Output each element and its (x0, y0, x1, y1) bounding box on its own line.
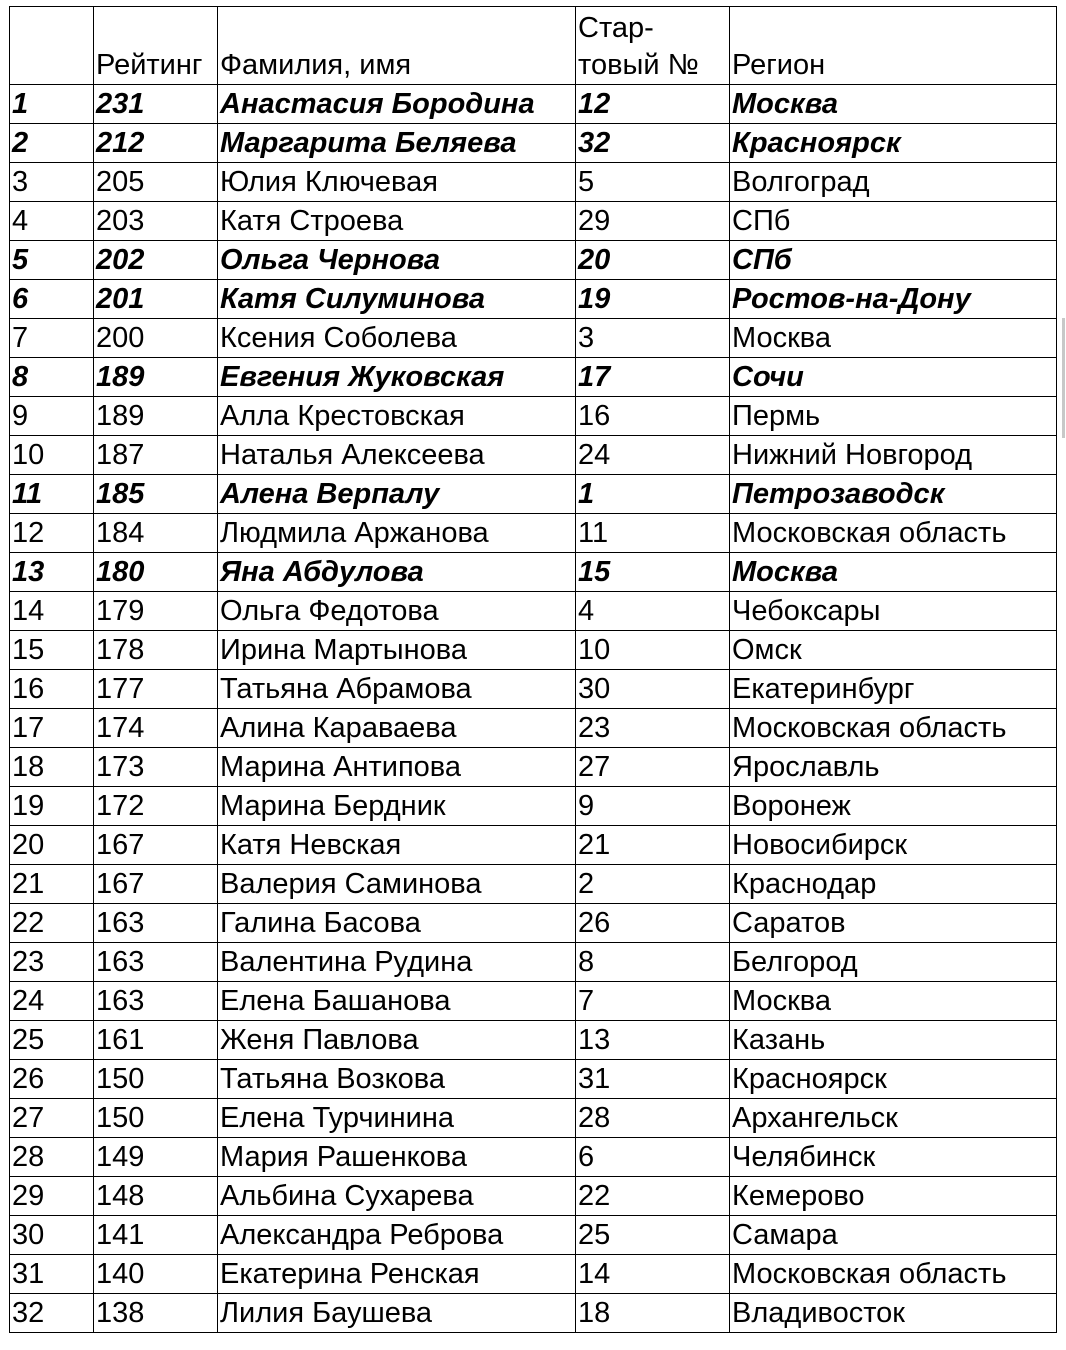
place-cell: 29 (10, 1177, 94, 1216)
start-number-cell: 21 (576, 826, 730, 865)
rating-cell: 205 (94, 163, 218, 202)
start-number-cell: 14 (576, 1255, 730, 1294)
edge-mark (1062, 318, 1065, 438)
region-cell: Казань (730, 1021, 1057, 1060)
region-cell: Чебоксары (730, 592, 1057, 631)
start-number-cell: 19 (576, 280, 730, 319)
start-number-cell: 23 (576, 709, 730, 748)
name-cell: Женя Павлова (218, 1021, 576, 1060)
rating-cell: 163 (94, 982, 218, 1021)
place-cell: 13 (10, 553, 94, 592)
rating-cell: 138 (94, 1294, 218, 1333)
start-number-cell: 18 (576, 1294, 730, 1333)
table-row (10, 1138, 1057, 1177)
place-cell: 6 (10, 280, 94, 319)
name-cell: Анастасия Бородина (218, 85, 576, 124)
rating-cell: 200 (94, 319, 218, 358)
place-cell: 12 (10, 514, 94, 553)
rating-cell: 179 (94, 592, 218, 631)
region-cell: Омск (730, 631, 1057, 670)
header-rating: Рейтинг (94, 7, 218, 85)
place-cell: 2 (10, 124, 94, 163)
start-number-cell: 20 (576, 241, 730, 280)
rating-cell: 141 (94, 1216, 218, 1255)
table-row (10, 1216, 1057, 1255)
name-cell: Лилия Баушева (218, 1294, 576, 1333)
name-cell: Татьяна Возкова (218, 1060, 576, 1099)
place-cell: 16 (10, 670, 94, 709)
name-cell: Ольга Федотова (218, 592, 576, 631)
region-cell: Нижний Новгород (730, 436, 1057, 475)
rating-cell: 150 (94, 1060, 218, 1099)
table-row (10, 124, 1057, 163)
name-cell: Марина Бердник (218, 787, 576, 826)
table-row (10, 904, 1057, 943)
name-cell: Алина Караваева (218, 709, 576, 748)
place-cell: 8 (10, 358, 94, 397)
rating-cell: 180 (94, 553, 218, 592)
region-cell: Саратов (730, 904, 1057, 943)
start-number-cell: 24 (576, 436, 730, 475)
place-cell: 24 (10, 982, 94, 1021)
table-row (10, 1294, 1057, 1333)
table-row (10, 1060, 1057, 1099)
table-row (10, 592, 1057, 631)
rating-cell: 203 (94, 202, 218, 241)
table-row (10, 1021, 1057, 1060)
rating-cell: 231 (94, 85, 218, 124)
table-body (10, 85, 1057, 1333)
start-number-cell: 15 (576, 553, 730, 592)
region-cell: Волгоград (730, 163, 1057, 202)
name-cell: Евгения Жуковская (218, 358, 576, 397)
place-cell: 30 (10, 1216, 94, 1255)
rating-cell: 167 (94, 865, 218, 904)
name-cell: Алена Верпалу (218, 475, 576, 514)
start-number-cell: 16 (576, 397, 730, 436)
start-number-cell: 17 (576, 358, 730, 397)
rating-cell: 167 (94, 826, 218, 865)
rating-cell: 201 (94, 280, 218, 319)
rating-cell: 163 (94, 904, 218, 943)
place-cell: 22 (10, 904, 94, 943)
region-cell: СПб (730, 241, 1057, 280)
rating-cell: 163 (94, 943, 218, 982)
rating-cell: 185 (94, 475, 218, 514)
table-row (10, 358, 1057, 397)
header-place (10, 7, 94, 85)
rating-cell: 140 (94, 1255, 218, 1294)
header-start-number (576, 7, 730, 85)
name-cell: Альбина Сухарева (218, 1177, 576, 1216)
table-row (10, 241, 1057, 280)
region-cell: Екатеринбург (730, 670, 1057, 709)
header-region: Регион (730, 7, 1057, 85)
start-number-cell: 10 (576, 631, 730, 670)
table-row (10, 748, 1057, 787)
header-name: Фамилия, имя (218, 7, 576, 85)
rating-cell: 172 (94, 787, 218, 826)
start-number-cell: 26 (576, 904, 730, 943)
start-number-cell: 30 (576, 670, 730, 709)
region-cell: Ростов-на-Дону (730, 280, 1057, 319)
start-number-cell: 31 (576, 1060, 730, 1099)
table-row (10, 670, 1057, 709)
rating-cell: 161 (94, 1021, 218, 1060)
region-cell: Московская область (730, 1255, 1057, 1294)
region-cell: Пермь (730, 397, 1057, 436)
start-number-cell: 12 (576, 85, 730, 124)
name-cell: Валентина Рудина (218, 943, 576, 982)
place-cell: 4 (10, 202, 94, 241)
name-cell: Катя Силуминова (218, 280, 576, 319)
region-cell: Московская область (730, 514, 1057, 553)
table-row (10, 865, 1057, 904)
place-cell: 32 (10, 1294, 94, 1333)
name-cell: Мария Рашенкова (218, 1138, 576, 1177)
place-cell: 26 (10, 1060, 94, 1099)
rating-cell: 184 (94, 514, 218, 553)
start-number-cell: 13 (576, 1021, 730, 1060)
rating-cell: 148 (94, 1177, 218, 1216)
region-cell: Москва (730, 85, 1057, 124)
table-row (10, 787, 1057, 826)
name-cell: Катя Строева (218, 202, 576, 241)
region-cell: Самара (730, 1216, 1057, 1255)
table-row (10, 85, 1057, 124)
region-cell: СПб (730, 202, 1057, 241)
start-number-cell: 25 (576, 1216, 730, 1255)
rating-cell: 149 (94, 1138, 218, 1177)
name-cell: Валерия Саминова (218, 865, 576, 904)
name-cell: Александра Реброва (218, 1216, 576, 1255)
name-cell: Катя Невская (218, 826, 576, 865)
rating-cell: 173 (94, 748, 218, 787)
start-number-cell: 6 (576, 1138, 730, 1177)
name-cell: Алла Крестовская (218, 397, 576, 436)
region-cell: Москва (730, 553, 1057, 592)
region-cell: Москва (730, 319, 1057, 358)
name-cell: Ольга Чернова (218, 241, 576, 280)
rating-cell: 187 (94, 436, 218, 475)
region-cell: Белгород (730, 943, 1057, 982)
start-number-cell: 1 (576, 475, 730, 514)
name-cell: Елена Турчинина (218, 1099, 576, 1138)
place-cell: 23 (10, 943, 94, 982)
name-cell: Яна Абдулова (218, 553, 576, 592)
table-row (10, 514, 1057, 553)
start-number-cell: 3 (576, 319, 730, 358)
name-cell: Юлия Ключевая (218, 163, 576, 202)
region-cell: Новосибирск (730, 826, 1057, 865)
table-row (10, 709, 1057, 748)
place-cell: 19 (10, 787, 94, 826)
start-number-cell: 32 (576, 124, 730, 163)
name-cell: Маргарита Беляева (218, 124, 576, 163)
table-row (10, 943, 1057, 982)
place-cell: 14 (10, 592, 94, 631)
name-cell: Ирина Мартынова (218, 631, 576, 670)
table-row (10, 475, 1057, 514)
start-number-cell: 4 (576, 592, 730, 631)
place-cell: 20 (10, 826, 94, 865)
region-cell: Москва (730, 982, 1057, 1021)
rating-cell: 202 (94, 241, 218, 280)
place-cell: 18 (10, 748, 94, 787)
place-cell: 28 (10, 1138, 94, 1177)
rating-cell: 177 (94, 670, 218, 709)
table-row (10, 163, 1057, 202)
name-cell: Марина Антипова (218, 748, 576, 787)
region-cell: Сочи (730, 358, 1057, 397)
start-number-cell: 2 (576, 865, 730, 904)
table-row (10, 436, 1057, 475)
region-cell: Воронеж (730, 787, 1057, 826)
region-cell: Красноярск (730, 124, 1057, 163)
name-cell: Елена Башанова (218, 982, 576, 1021)
table-row (10, 1255, 1057, 1294)
region-cell: Челябинск (730, 1138, 1057, 1177)
rating-cell: 189 (94, 397, 218, 436)
table-row (10, 280, 1057, 319)
table-row (10, 631, 1057, 670)
start-number-cell: 22 (576, 1177, 730, 1216)
header-start-line-2: товый № (578, 49, 699, 81)
name-cell: Людмила Аржанова (218, 514, 576, 553)
start-number-cell: 27 (576, 748, 730, 787)
place-cell: 15 (10, 631, 94, 670)
start-number-cell: 5 (576, 163, 730, 202)
region-cell: Кемерово (730, 1177, 1057, 1216)
place-cell: 9 (10, 397, 94, 436)
place-cell: 21 (10, 865, 94, 904)
table-row (10, 1177, 1057, 1216)
region-cell: Ярославль (730, 748, 1057, 787)
table-header-row (10, 7, 1057, 85)
table-row (10, 826, 1057, 865)
region-cell: Краснодар (730, 865, 1057, 904)
table-row (10, 553, 1057, 592)
name-cell: Ксения Соболева (218, 319, 576, 358)
table-row (10, 397, 1057, 436)
place-cell: 27 (10, 1099, 94, 1138)
place-cell: 1 (10, 85, 94, 124)
place-cell: 5 (10, 241, 94, 280)
place-cell: 3 (10, 163, 94, 202)
place-cell: 7 (10, 319, 94, 358)
rating-cell: 189 (94, 358, 218, 397)
roster-table (9, 6, 1057, 1333)
table-row (10, 1099, 1057, 1138)
table-row (10, 202, 1057, 241)
name-cell: Татьяна Абрамова (218, 670, 576, 709)
rating-cell: 178 (94, 631, 218, 670)
region-cell: Красноярск (730, 1060, 1057, 1099)
region-cell: Владивосток (730, 1294, 1057, 1333)
name-cell: Екатерина Ренская (218, 1255, 576, 1294)
start-number-cell: 29 (576, 202, 730, 241)
region-cell: Московская область (730, 709, 1057, 748)
rating-cell: 150 (94, 1099, 218, 1138)
place-cell: 17 (10, 709, 94, 748)
start-number-cell: 11 (576, 514, 730, 553)
place-cell: 25 (10, 1021, 94, 1060)
place-cell: 11 (10, 475, 94, 514)
name-cell: Галина Басова (218, 904, 576, 943)
table-row (10, 319, 1057, 358)
region-cell: Петрозаводск (730, 475, 1057, 514)
table-row (10, 982, 1057, 1021)
name-cell: Наталья Алексеева (218, 436, 576, 475)
place-cell: 31 (10, 1255, 94, 1294)
region-cell: Архангельск (730, 1099, 1057, 1138)
rating-cell: 212 (94, 124, 218, 163)
start-number-cell: 28 (576, 1099, 730, 1138)
place-cell: 10 (10, 436, 94, 475)
start-number-cell: 7 (576, 982, 730, 1021)
start-number-cell: 8 (576, 943, 730, 982)
header-start-line-1: Стар- (578, 12, 654, 44)
rating-cell: 174 (94, 709, 218, 748)
start-number-cell: 9 (576, 787, 730, 826)
